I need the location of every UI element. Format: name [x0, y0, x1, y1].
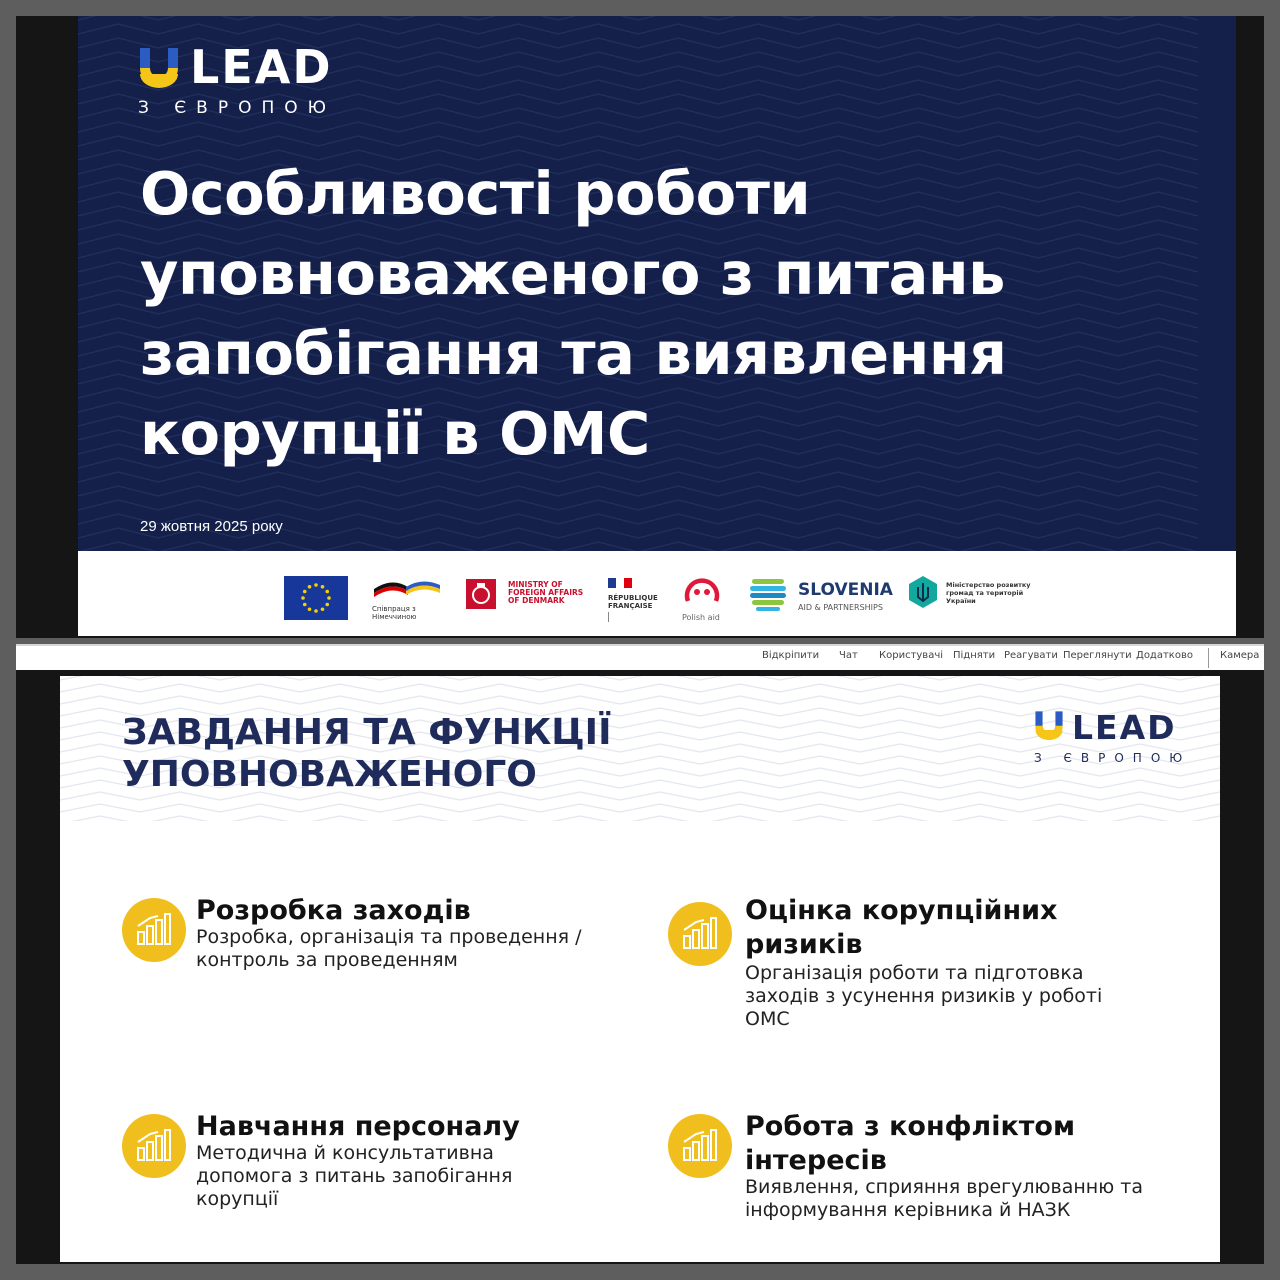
bar-chart-icon: [668, 902, 732, 966]
ministry-logo: [908, 575, 1038, 621]
partner-logos-bar: [78, 551, 1236, 636]
toolbar-camera-button[interactable]: Камера: [1220, 650, 1260, 661]
ulead-logo: [138, 40, 336, 118]
toolbar-users-button[interactable]: Користувачі: [879, 650, 944, 661]
logo-tagline: З ЄВРОПОЮ: [1034, 751, 1192, 765]
toolbar-more-button[interactable]: Додатково: [1136, 650, 1193, 661]
toolbar-react-button[interactable]: Реагувати: [1004, 650, 1058, 661]
bar-chart-icon: [668, 1114, 732, 1178]
bar-chart-icon: [122, 1114, 186, 1178]
toolbar-divider: [1208, 648, 1209, 668]
france-logo: [608, 575, 664, 621]
slide-title-line-2: УПОВНОВАЖЕНОГО: [122, 754, 537, 795]
task-description: Розробка, організація та проведення / контроль за проведенням: [196, 926, 582, 971]
germany-cooperation-logo: [372, 575, 442, 621]
ulead-u-icon: [138, 46, 180, 88]
denmark-mfa-logo: [466, 575, 590, 621]
ministry-emblem-icon: [908, 575, 938, 609]
tasks-slide: [60, 676, 1220, 1262]
slide-date: 29 жовтня 2025 року: [140, 518, 283, 535]
slovenia-logo: [750, 575, 893, 621]
denmark-crest-icon: [466, 579, 496, 609]
task-description: Організація роботи та підготовка заходів з усунення ризиків у роботі ОМС: [745, 962, 1103, 1030]
slide-title: [122, 712, 611, 796]
eu-flag-icon: [284, 576, 348, 620]
polish-aid-logo: [682, 575, 728, 621]
slovenia-globe-icon: [750, 575, 786, 613]
task-description: Методична й консультативна допомога з питань запобігання корупції: [196, 1142, 513, 1210]
slovenia-text: SLOVENIA: [798, 580, 893, 600]
slide-title: Особливості роботи уповноваженого з питань запобігання та виявлення корупції в ОМС: [140, 159, 1007, 468]
task-title: Навчання персоналу: [196, 1111, 520, 1142]
france-flag-icon: [608, 578, 632, 588]
toolbar-raise-hand-button[interactable]: Підняти: [953, 650, 996, 661]
toolbar-chat-button[interactable]: Чат: [839, 650, 858, 661]
ministry-text: Міністерство розвитку громад та територій України: [946, 581, 1031, 605]
task-title: Оцінка корупційних ризиків: [745, 895, 1058, 960]
denmark-text: MINISTRY OF FOREIGN AFFAIRS OF DENMARK: [508, 580, 584, 605]
germany-text: Співпраця з Німеччиною: [372, 605, 417, 621]
logo-brand-text: LEAD: [190, 40, 333, 94]
polish-aid-text: Polish aid: [682, 613, 720, 622]
slovenia-subtext: AID & PARTNERSHIPS: [798, 603, 883, 612]
task-title: Розробка заходів: [196, 895, 471, 926]
slide-title-line-1: ЗАВДАННЯ ТА ФУНКЦІЇ: [122, 712, 612, 753]
task-title: Робота з конфліктом інтересів: [745, 1111, 1076, 1176]
ulead-u-icon: [1034, 710, 1064, 745]
toolbar-undock-button[interactable]: Відкріпити: [762, 650, 820, 661]
toolbar-view-button[interactable]: Переглянути: [1063, 650, 1132, 661]
meeting-toolbar: [16, 644, 1264, 670]
germany-ukraine-flags-icon: [372, 575, 442, 599]
title-slide: [78, 16, 1236, 636]
bar-chart-icon: [122, 898, 186, 962]
ulead-logo: [1034, 710, 1191, 765]
logo-tagline: З ЄВРОПОЮ: [138, 98, 336, 118]
polish-aid-icon: [682, 575, 722, 609]
logo-brand-text: LEAD: [1072, 708, 1177, 747]
task-description: Виявлення, сприяння врегулюванню та інформування керівника й НАЗК: [745, 1176, 1143, 1221]
france-text: RÉPUBLIQUE FRANÇAISE: [608, 594, 658, 610]
